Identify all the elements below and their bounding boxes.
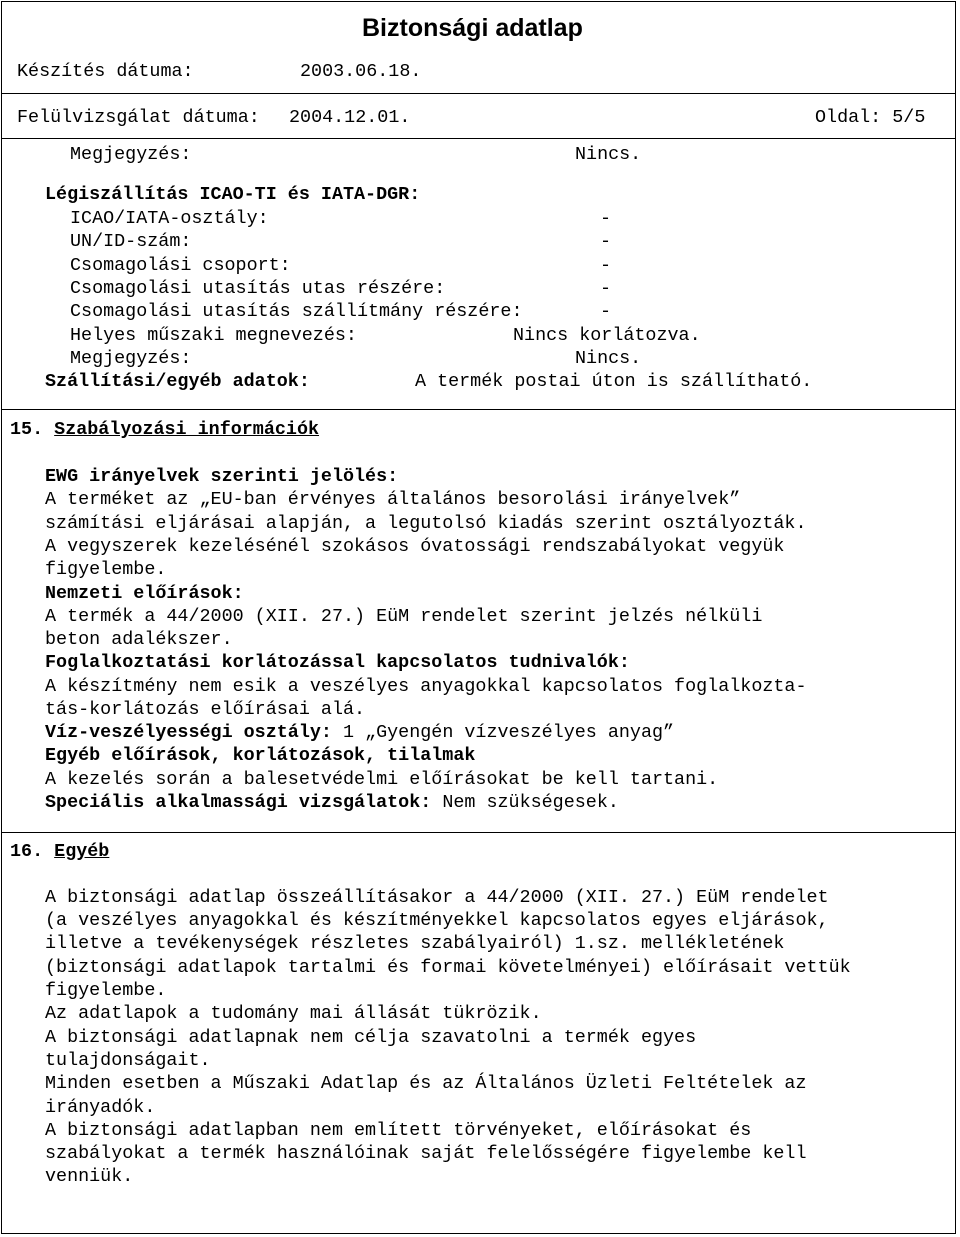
air-row-value: - bbox=[600, 255, 612, 276]
air-row-label: UN/ID-szám: bbox=[70, 231, 192, 252]
water-hazard-label: Víz-veszélyességi osztály: bbox=[45, 722, 332, 743]
air-row-label: Helyes műszaki megnevezés: bbox=[70, 325, 357, 346]
air-row-label: Csomagolási utasítás utas részére: bbox=[70, 278, 446, 299]
air-row-value: - bbox=[600, 231, 612, 252]
header-bottom-divider bbox=[1, 138, 956, 139]
paragraph-line: beton adalékszer. bbox=[45, 629, 233, 650]
paragraph-line: figyelembe. bbox=[45, 980, 167, 1001]
paragraph-line: Az adatlapok a tudomány mai állását tükrözik. bbox=[45, 1003, 542, 1024]
air-row-value: - bbox=[600, 278, 612, 299]
paragraph-line: A termék a 44/2000 (XII. 27.) EüM rendelet szerint jelzés nélküli bbox=[45, 606, 763, 627]
employment-label: Foglalkoztatási korlátozással kapcsolatos tudnivalók: bbox=[45, 652, 630, 673]
shipping-other-label: Szállítási/egyéb adatok: bbox=[45, 371, 310, 392]
section-number: 15. bbox=[10, 419, 44, 440]
paragraph-line: A kezelés során a balesetvédelmi előírásokat be kell tartani. bbox=[45, 769, 719, 790]
paragraph-line: figyelembe. bbox=[45, 559, 167, 580]
section-15-heading bbox=[10, 418, 319, 441]
paragraph-line: számítási eljárásai alapján, a legutolsó kiadás szerint osztályozták. bbox=[45, 513, 807, 534]
special-tests-label: Speciális alkalmassági vizsgálatok: bbox=[45, 792, 432, 813]
page-number: Oldal: 5/5 bbox=[815, 107, 926, 128]
air-row-label: Csomagolási csoport: bbox=[70, 255, 291, 276]
revised-date-value: 2004.12.01. bbox=[289, 107, 411, 128]
section-divider bbox=[1, 832, 956, 833]
revised-date-label: Felülvizsgálat dátuma: bbox=[17, 107, 260, 128]
section-divider bbox=[1, 409, 956, 410]
section-number: 16. bbox=[10, 841, 44, 862]
air-row-label: Megjegyzés: bbox=[70, 348, 192, 369]
air-row-label: ICAO/IATA-osztály: bbox=[70, 208, 269, 229]
paragraph-line: (biztonsági adatlapok tartalmi és formai követelményei) előírásait vettük bbox=[45, 957, 851, 978]
shipping-other-value: A termék postai úton is szállítható. bbox=[415, 371, 813, 392]
created-date-value: 2003.06.18. bbox=[300, 61, 422, 82]
paragraph-line: venniük. bbox=[45, 1166, 134, 1187]
paragraph-line: szabályokat a termék használóinak saját felelősségére figyelembe kell bbox=[45, 1143, 807, 1164]
air-transport-heading: Légiszállítás ICAO-TI és IATA-DGR: bbox=[45, 184, 421, 205]
section-title: Szabályozási információk bbox=[54, 419, 320, 440]
section-title: Egyéb bbox=[54, 841, 110, 862]
paragraph-line: A biztonsági adatlapban nem említett törvényeket, előírásokat és bbox=[45, 1120, 752, 1141]
paragraph-line: irányadók. bbox=[45, 1097, 156, 1118]
header-divider bbox=[1, 93, 956, 94]
air-row-value: Nincs korlátozva. bbox=[513, 325, 701, 346]
special-tests-line bbox=[45, 791, 619, 814]
air-row-value: Nincs. bbox=[575, 348, 642, 369]
paragraph-line: A terméket az „EU-ban érvényes általános besorolási irányelvek” bbox=[45, 489, 741, 510]
paragraph-line: A biztonsági adatlapnak nem célja szavatolni a termék egyes bbox=[45, 1027, 697, 1048]
special-tests-value: Nem szükségesek. bbox=[431, 792, 619, 813]
section-16-heading bbox=[10, 840, 109, 863]
paragraph-line: A vegyszerek kezelésénél szokásos óvatossági rendszabályokat vegyük bbox=[45, 536, 785, 557]
water-hazard-value: 1 „Gyengén vízveszélyes anyag” bbox=[331, 722, 675, 743]
paragraph-line: tulajdonságait. bbox=[45, 1050, 211, 1071]
paragraph-line: illetve a tevékenységek részletes szabályairól) 1.sz. mellékletének bbox=[45, 933, 785, 954]
note-value: Nincs. bbox=[575, 144, 642, 165]
air-row-value: - bbox=[600, 208, 612, 229]
created-date-label: Készítés dátuma: bbox=[17, 61, 194, 82]
other-rules-label: Egyéb előírások, korlátozások, tilalmak bbox=[45, 745, 476, 766]
national-label: Nemzeti előírások: bbox=[45, 583, 244, 604]
paragraph-line: tás-korlátozás előírásai alá. bbox=[45, 699, 366, 720]
paragraph-line: (a veszélyes anyagokkal és készítményekkel kapcsolatos egyes eljárások, bbox=[45, 910, 829, 931]
paragraph-line: Minden esetben a Műszaki Adatlap és az Általános Üzleti Feltételek az bbox=[45, 1073, 807, 1094]
paragraph-line: A készítmény nem esik a veszélyes anyagokkal kapcsolatos foglalkozta- bbox=[45, 676, 807, 697]
note-label: Megjegyzés: bbox=[70, 144, 192, 165]
air-row-value: - bbox=[600, 301, 612, 322]
air-row-label: Csomagolási utasítás szállítmány részére: bbox=[70, 301, 523, 322]
ewg-label: EWG irányelvek szerinti jelölés: bbox=[45, 466, 399, 487]
water-hazard-line bbox=[45, 721, 674, 744]
document-title: Biztonsági adatlap bbox=[362, 14, 583, 42]
paragraph-line: A biztonsági adatlap összeállításakor a 44/2000 (XII. 27.) EüM rendelet bbox=[45, 887, 829, 908]
